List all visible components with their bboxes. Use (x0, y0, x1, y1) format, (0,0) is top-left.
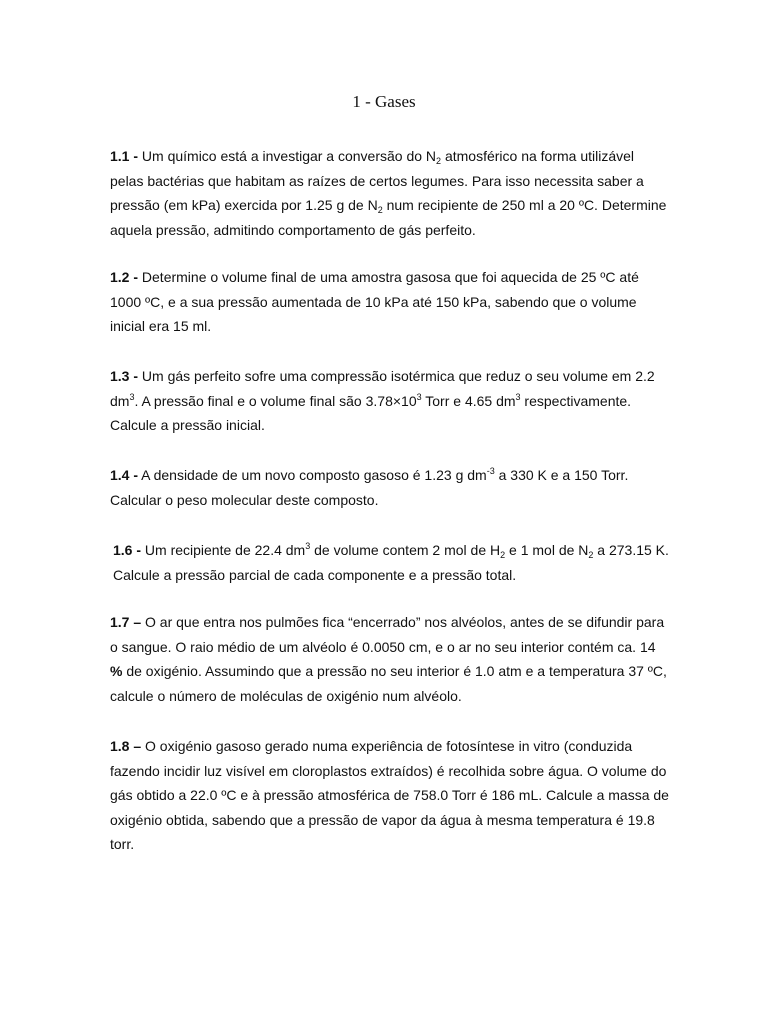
problem-1-8: 1.8 – O oxigénio gasoso gerado numa experiência de fotosíntese in vitro (conduzida fazendo incidir luz visível em cloroplastos extraídos) é recolhida sobre água. O volume do gás obtido a 22.0 ºC e à pressão atmosférica de 758.0 Torr é 186 mL. Calcule a massa de oxigénio obtida, sabendo que a pressão de vapor da água à mesma temperatura é 19.8 torr. (110, 738, 669, 853)
problem-number: 1.7 – (110, 614, 142, 630)
problem-number: 1.2 - (110, 269, 139, 285)
problem-number: 1.8 – (110, 738, 142, 754)
page-title: 1 - Gases (352, 92, 416, 111)
problem-1-2: 1.2 - Determine o volume final de uma amostra gasosa que foi aquecida de 25 ºC até 1000 ºC, e a sua pressão aumentada de 10 kPa até 150 kPa, sabendo que o volume inicial era 15 ml. (110, 269, 639, 335)
problem-number: 1.3 - (110, 368, 139, 384)
problem-1-1: 1.1 - Um químico está a investigar a conversão do $N_2$ atmosférico na forma utilizável pelas bactérias que habitam as raízes de certos legumes. Para isso necessita saber a pressão (em kPa) exercida por 1.25 g de $N_2$ num recipiente de 250 ml a 20 ºC. Determine aquela pressão, admitindo comportamento de gás perfeito. (110, 148, 667, 238)
problem-number: 1.6 - (113, 542, 142, 558)
problem-1-3: 1.3 - Um gás perfeito sofre uma compressão isotérmica que reduz o seu volume em 2.2 $dm^3$. A pressão final e o volume final são $3.78\times 10^3$ Torr e 4.65 $dm^3$ respectivamente. Calcule a pressão inicial. (110, 368, 655, 434)
problem-1-4: 1.4 - A densidade de um novo composto gasoso é 1.23 g $dm^{-3}$ a 330 K e a 150 Torr. Calcular o peso molecular deste composto. (110, 466, 629, 508)
problem-number: 1.4 - (110, 467, 139, 483)
problem-1-7: 1.7 – O ar que entra nos pulmões fica “encerrado” nos alvéolos, antes de se difundir para o sangue. O raio médio de um alvéolo é 0.0050 cm, e o ar no seu interior contém ca. 14 % de oxigénio. Assumindo que a pressão no seu interior é 1.0 atm e a temperatura 37 ºC, calcule o número de moléculas de oxigénio num alvéolo. (110, 614, 667, 704)
problem-1-6: 1.6 - Um recipiente de 22.4 $dm^3$ de volume contem 2 mol de $H_2$ e 1 mol de $N_2$ a 273.15 K. Calcule a pressão parcial de cada componente e a pressão total. (113, 541, 669, 583)
problem-number: 1.1 - (110, 148, 139, 164)
